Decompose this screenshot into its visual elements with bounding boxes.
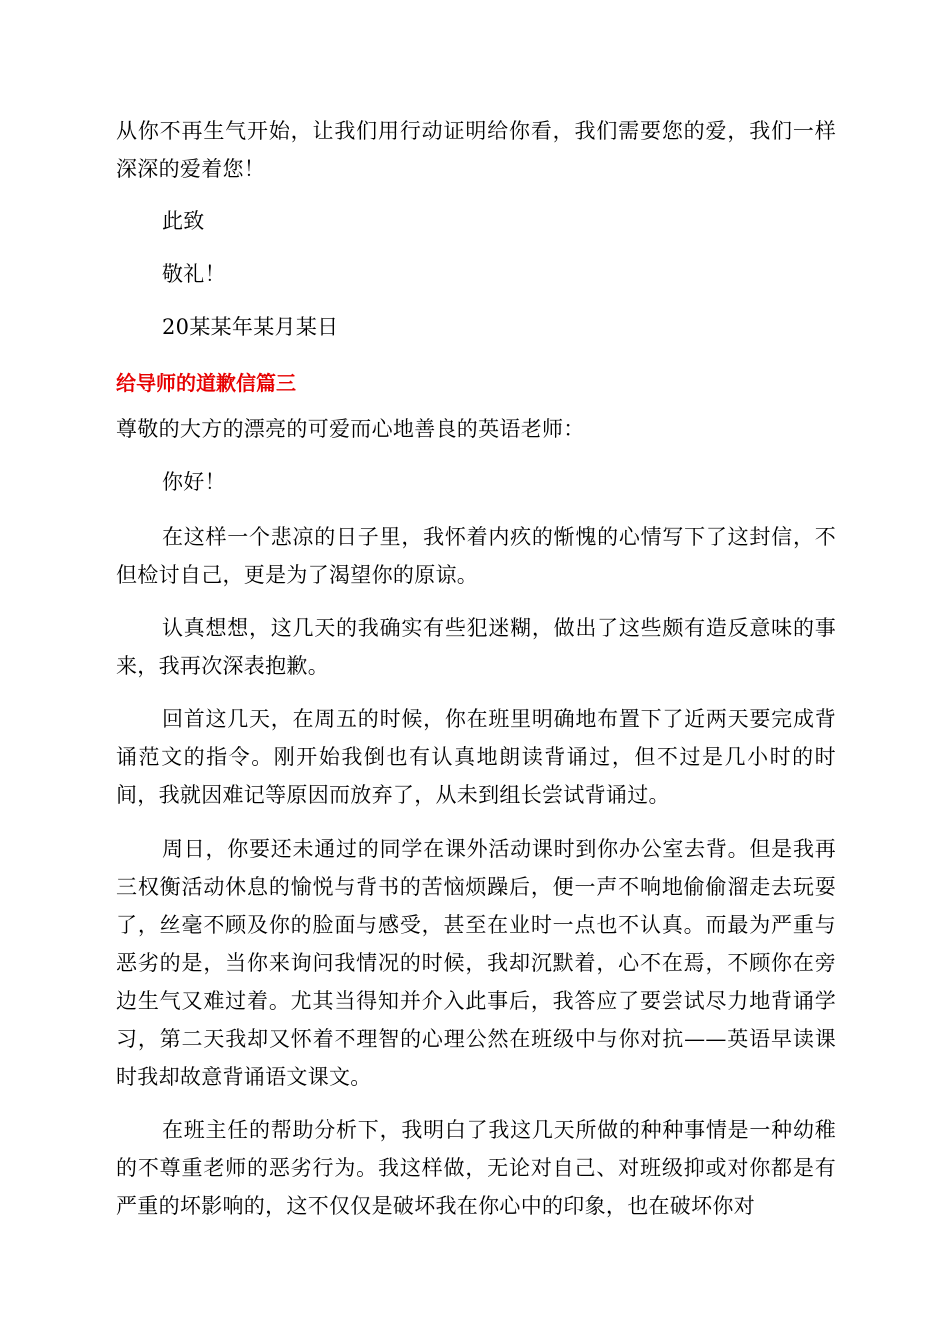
- letter-date: 20某某年某月某日: [162, 315, 339, 339]
- section-heading: 给导师的道歉信篇三: [116, 371, 296, 395]
- letter-greeting: 你好！: [162, 470, 226, 494]
- body-paragraph-1: 在这样一个悲凉的日子里，我怀着内疚的惭愧的心情写下了这封信，不但检讨自己，更是为了渴望你的原谅。: [116, 525, 836, 587]
- body-paragraph-5: 在班主任的帮助分析下，我明白了我这几天所做的种种事情是一种幼稚的不尊重老师的恶劣行为。我这样做，无论对自己、对班级抑或对你都是有严重的坏影响的，这不仅仅是破坏我在你心中的印象，也在破坏你对: [116, 1118, 836, 1218]
- body-paragraph-3: 回首这几天，在周五的时候，你在班里明确地布置下了近两天要完成背诵范文的指令。刚开始我倒也有认真地朗读背诵过，但不过是几小时的时间，我就因难记等原因而放弃了，从未到组长尝试背诵过。: [116, 707, 836, 807]
- body-paragraph-2: 认真想想，这几天的我确实有些犯迷糊，做出了这些颇有造反意味的事来，我再次深表抱歉。: [116, 616, 836, 678]
- letter-salutation: 尊敬的大方的漂亮的可爱而心地善良的英语老师：: [116, 417, 585, 441]
- body-paragraph-4: 周日，你要还未通过的同学在课外活动课时到你办公室去背。但是我再三权衡活动休息的愉悦与背书的苦恼烦躁后，便一声不响地偷偷溜走去玩耍了，丝毫不顾及你的脸面与感受，甚至在业时一点也不认真。而最为严重与恶劣的是，当你来询问我情况的时候，我却沉默着，心不在焉，不顾你在旁边生气又难过着。尤其当得知并介入此事后，我答应了要尝试尽力地背诵学习，第二天我却又怀着不理智的心理公然在班级中与你对抗——英语早读课时我却故意背诵语文课文。: [116, 837, 836, 1089]
- closing-paragraph: 从你不再生气开始，让我们用行动证明给你看，我们需要您的爱，我们一样深深的爱着您！: [116, 119, 836, 181]
- sign-off-line-1: 此致: [162, 209, 205, 233]
- sign-off-line-2: 敬礼！: [162, 262, 226, 286]
